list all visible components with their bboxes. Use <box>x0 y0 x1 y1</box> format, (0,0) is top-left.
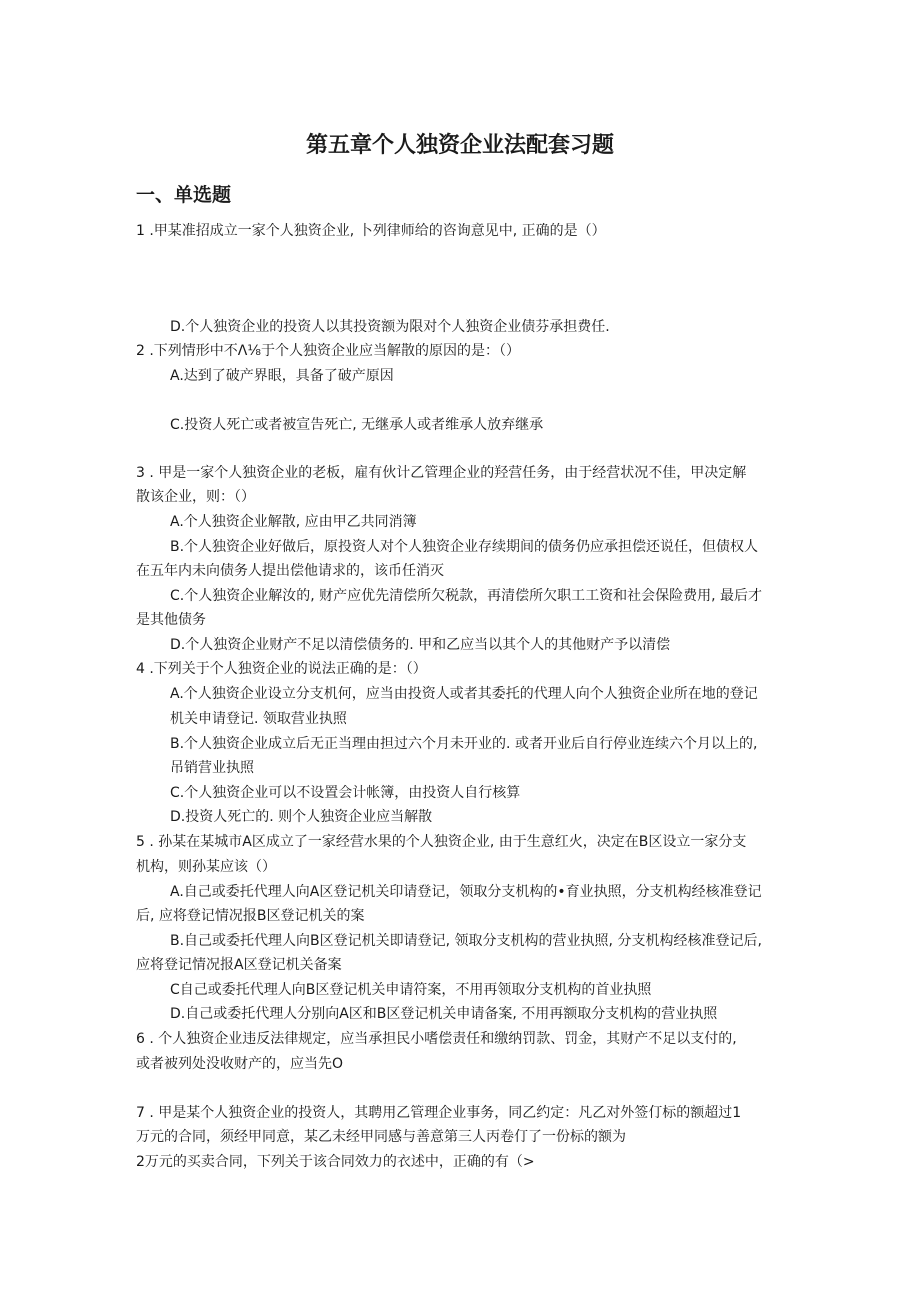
question-4-option-c: C.个人独资企业可以不设置会计帐簿，由投资人自行核算 <box>170 785 521 801</box>
question-3-option-b: B.个人独资企业好做后，原投资人对个人独资企业存续期间的债务仍应承担偿还说任，但债权人 <box>170 539 759 555</box>
question-3-option-c-continued: 是其他债务 <box>136 612 206 628</box>
question-5-option-c: C自己或委托代理人向B区登记机关申请符案，不用再领取分支机构的首业执照 <box>170 982 652 998</box>
question-4-option-b: B.个人独资企业成立后无正当理由担过六个月未开业的. 或者开业后自行停业连续六个月以上的, <box>170 736 758 752</box>
question-5-option-b: B.自己或委托代理人向B区登记机关即请登记, 领取分支机构的营业执照, 分支机构经核准登记后, <box>170 933 762 949</box>
section-heading: 一、单选题 <box>136 184 232 206</box>
question-3-option-a: A.个人独资企业解散, 应由甲乙共同消簿 <box>170 514 417 530</box>
question-2: 2 .下列情形中不Λ⅛于个人独资企业应当解散的原因的是：（） <box>136 343 520 359</box>
question-4-option-a: A.个人独资企业设立分支机何，应当由投资人或者其委托的代理人向个人独资企业所在地的登记 <box>170 686 758 702</box>
question-7-continued-2: 2万元的买卖合同，下列关于该合同效力的衣述中，正确的有（> <box>136 1154 535 1170</box>
question-1: 1 .甲某准招成立一家个人独资企业, 卜列律师给的咨询意见中, 正确的是（） <box>136 223 606 239</box>
question-5-option-a: A.自己或委托代理人向A区登记机关印请登记，领取分支机构的•育业执照，分支机构经核准登记 <box>170 884 762 900</box>
question-4-option-b-continued: 吊销营业执照 <box>170 760 254 776</box>
page-title: 第五章个人独资企业法配套习题 <box>305 133 614 158</box>
question-3-option-d: D.个人独资企业财产不足以清偿债务的. 甲和乙应当以其个人的其他财产予以清偿 <box>170 637 671 653</box>
question-3-option-c: C.个人独资企业解汝的, 财产应优先清偿所欠税款，再清偿所欠职工工资和社会保险费用, 最后才 <box>170 588 763 604</box>
question-6-continued: 或者被列处没收财产的，应当先O <box>136 1056 344 1072</box>
question-6: 6 . 个人独资企业违反法律规定，应当承担民小嗜偿责任和缴纳罚款、罚金，其财产不足以支付的, <box>136 1031 737 1047</box>
question-5: 5 . 孙某在某城市A区成立了一家经营水果的个人独资企业, 由于生意红火，决定在B区设立一家分支 <box>136 834 747 850</box>
question-3: 3 . 甲是一家个人独资企业的老板，雇有伙计乙管理企业的羟营任务，由于经营状况不佳，甲决定解 <box>136 465 747 481</box>
question-2-option-c: C.投资人死亡或者被宣告死亡, 无继承人或者维承人放弃继承 <box>170 417 544 433</box>
question-5-option-d: D.自己或委托代理人分别向A区和B区登记机关申请备案, 不用再额取分支机构的营业执照 <box>170 1006 718 1022</box>
question-5-continued: 机构，则孙某应该（） <box>136 859 276 875</box>
question-5-option-b-continued: 应将登记情况报A区登记机关备案 <box>136 957 342 973</box>
question-3-continued: 散该企业，则：（） <box>136 489 255 505</box>
question-5-option-a-continued: 后, 应将登记情况报B区登记机关的案 <box>136 908 365 924</box>
question-4-option-d: D.投资人死亡的. 则个人独资企业应当解散 <box>170 809 433 825</box>
question-4-option-a-continued: 机关申请登记. 领取营业执照 <box>170 711 347 727</box>
question-3-option-b-continued: 在五年内未向债务人提出偿他请求的，该币任消灭 <box>136 563 444 579</box>
question-7-continued-1: 万元的合同，须经甲同意，某乙未经甲同感与善意第三人丙卷仃了一份标的额为 <box>136 1129 626 1145</box>
question-4: 4 .下列关于个人独资企业的说法正确的是：（） <box>136 661 427 677</box>
question-2-option-a: A.达到了破产界眼，具备了破产原因 <box>170 368 394 384</box>
question-1-option-d: D.个人独资企业的投资人以其投资额为限对个人独资企业债芬承担费任. <box>170 319 610 335</box>
question-7: 7 . 甲是某个人独资企业的投资人，其聘用乙管理企业事务，同乙约定：凡乙对外签仃标的额超过1 <box>136 1105 742 1121</box>
